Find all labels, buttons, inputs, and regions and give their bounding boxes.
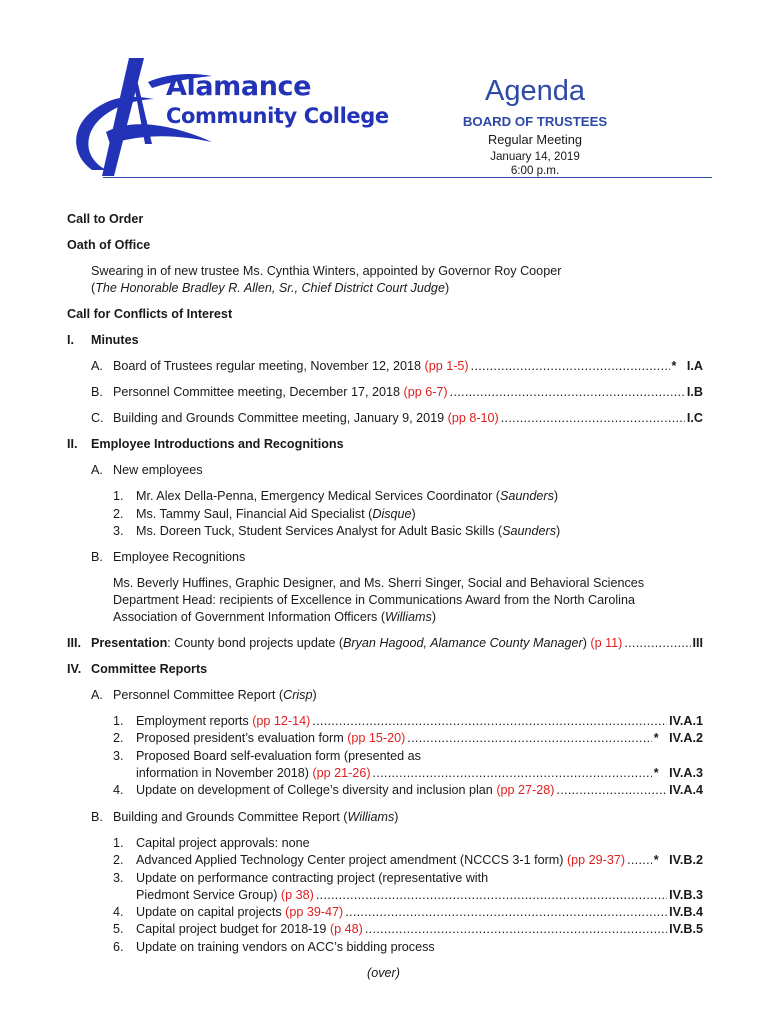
item-text: Board of Trustees regular meeting, November 12, 2018 [113, 359, 422, 373]
oath-heading: Oath of Office [67, 238, 151, 252]
item-text: Capital project approvals: none [136, 836, 310, 850]
subsection-letter: A. [91, 688, 103, 702]
presentation-heading: Presentation [91, 636, 168, 650]
item-reference: IV.A.4 [669, 783, 703, 797]
dot-leader [407, 730, 651, 746]
oath-judge-line [91, 280, 449, 296]
personnel-item [136, 730, 703, 746]
list-number: 3. [113, 749, 124, 763]
logo-wordmark-line2: Community College [166, 104, 389, 128]
dot-leader [365, 921, 667, 937]
list-item-person: Saunders [502, 524, 556, 538]
page-title: Agenda [485, 75, 585, 107]
oath-judge: The Honorable Bradley R. Allen, Sr., Chief District Court Judge [95, 281, 445, 295]
item-reference: * IV.A.3 [653, 766, 703, 780]
item-letter: A. [91, 359, 103, 373]
list-item-person: Saunders [499, 489, 554, 503]
recognition-text: Ms. Beverly Huffines, Graphic Designer, and Ms. Sherri Singer, Social and Behavioral Sciences [113, 576, 645, 590]
item-text: Piedmont Service Group) [136, 888, 278, 902]
committee-reports-heading: Committee Reports [91, 662, 208, 676]
paren: ) [394, 810, 399, 824]
paren: ) [411, 507, 416, 521]
item-reference: * I.A [671, 359, 703, 373]
meeting-date: January 14, 2019 [490, 150, 580, 163]
presenter: Bryan Hagood, Alamance County Manager [343, 636, 583, 650]
page-reference: (pp 15-20) [347, 731, 406, 745]
recognition-text [113, 609, 436, 625]
item-text: Building and Grounds Committee meeting, January 9, 2019 [113, 411, 445, 425]
personnel-item [136, 782, 703, 798]
paren: ) [553, 489, 559, 503]
item-reference: IV.B.3 [669, 888, 703, 902]
personnel-item [136, 713, 703, 729]
item-text: Proposed Board self-evaluation form (presented as [136, 749, 421, 763]
new-employees-heading: New employees [113, 463, 203, 477]
report-chair: Crisp [283, 688, 313, 702]
section-number: II. [67, 437, 78, 451]
board-heading: BOARD OF TRUSTEES [462, 114, 608, 129]
dot-leader [316, 887, 667, 903]
dot-leader [312, 713, 667, 729]
list-item [136, 523, 560, 539]
presentation-item [91, 635, 703, 651]
page-reference: (pp 21-26) [312, 766, 371, 780]
item-reference: IV.B.5 [669, 922, 703, 936]
subsection-letter: A. [91, 463, 103, 477]
page-reference: (p 38) [280, 888, 314, 902]
list-item-text: Ms. Doreen Tuck, Student Services Analyst for Adult Basic Skills ( [136, 524, 503, 538]
item-text: Employment reports [136, 714, 249, 728]
minutes-heading: Minutes [91, 333, 139, 347]
minutes-item [91, 384, 703, 400]
item-reference: * IV.B.2 [653, 853, 703, 867]
recognition-person: Williams [385, 610, 432, 624]
header-divider [103, 177, 712, 178]
list-item-person: Disque [372, 507, 412, 521]
report-chair: Williams [347, 810, 395, 824]
dot-leader [556, 782, 667, 798]
personnel-report-heading [113, 687, 317, 703]
list-number: 1. [113, 836, 124, 850]
page-reference: (pp 27-28) [496, 783, 555, 797]
list-number: 1. [113, 489, 124, 503]
list-number: 2. [113, 507, 124, 521]
list-number: 1. [113, 714, 124, 728]
dot-leader [501, 410, 685, 426]
item-reference: I.C [686, 411, 703, 425]
page-reference: (pp 12-14) [252, 714, 311, 728]
paren: ) [431, 610, 437, 624]
recognition-text-part: Association of Government Information Officers ( [113, 610, 386, 624]
oath-text: Swearing in of new trustee Ms. Cynthia Winters, appointed by Governor Roy Cooper [91, 264, 562, 278]
dot-leader [450, 384, 685, 400]
list-number: 2. [113, 853, 124, 867]
list-number: 5. [113, 922, 124, 936]
page-reference: (pp 8-10) [447, 411, 499, 425]
page-reference: (pp 6-7) [403, 385, 448, 399]
item-reference: IV.B.4 [669, 905, 703, 919]
buildings-report-title: Building and Grounds Committee Report ( [113, 810, 348, 824]
dot-leader [345, 904, 667, 920]
list-number: 6. [113, 940, 124, 954]
list-number: 4. [113, 905, 124, 919]
item-text: Update on training vendors on ACC’s bidding process [136, 940, 435, 954]
call-to-order-heading: Call to Order [67, 212, 144, 226]
list-item [136, 506, 416, 522]
list-number: 3. [113, 524, 124, 538]
item-text: Personnel Committee meeting, December 17, 2018 [113, 385, 401, 399]
section-number: IV. [67, 662, 82, 676]
item-reference: III [692, 636, 703, 650]
subsection-letter: B. [91, 810, 103, 824]
item-text: Update on capital projects [136, 905, 282, 919]
dot-leader [471, 358, 670, 374]
dot-leader [627, 852, 652, 868]
item-reference: IV.A.1 [669, 714, 703, 728]
buildings-item [136, 852, 703, 868]
page-reference: (p 48) [329, 922, 363, 936]
item-letter: B. [91, 385, 103, 399]
list-item-text: Mr. Alex Della-Penna, Emergency Medical Services Coordinator ( [136, 489, 500, 503]
buildings-report-heading [113, 809, 398, 825]
recognitions-heading: Employee Recognitions [113, 550, 246, 564]
paren: ) [444, 281, 450, 295]
page-footer-over: (over) [367, 966, 400, 980]
item-text: Update on performance contracting project (representative with [136, 871, 489, 885]
list-number: 2. [113, 731, 124, 745]
meeting-type: Regular Meeting [488, 132, 582, 147]
personnel-item [136, 765, 703, 781]
section-number: I. [67, 333, 74, 347]
meeting-time: 6:00 p.m. [510, 164, 560, 177]
dot-leader [373, 765, 652, 781]
list-item-text: Ms. Tammy Saul, Financial Aid Specialist ( [136, 507, 373, 521]
item-text: information in November 2018) [136, 766, 309, 780]
buildings-item [136, 904, 703, 920]
item-reference: I.B [686, 385, 703, 399]
list-number: 3. [113, 871, 124, 885]
page-reference: (pp 1-5) [424, 359, 469, 373]
item-text: Update on development of College’s diversity and inclusion plan [136, 783, 493, 797]
presentation-text: : County bond projects update ( [167, 636, 344, 650]
paren: ) [312, 688, 317, 702]
list-number: 4. [113, 783, 124, 797]
buildings-item [136, 921, 703, 937]
logo-wordmark-line1: Alamance [166, 71, 312, 102]
page-reference: (p 11) [590, 636, 623, 650]
item-text: Advanced Applied Technology Center project amendment (NCCCS 3-1 form) [136, 853, 564, 867]
personnel-report-title: Personnel Committee Report ( [113, 688, 284, 702]
paren: ) [582, 636, 587, 650]
buildings-item [136, 887, 703, 903]
minutes-item [91, 358, 703, 374]
paren: ) [556, 524, 561, 538]
page-reference: (pp 39-47) [285, 905, 344, 919]
recognition-text: Department Head: recipients of Excellence in Communications Award from the North Carolina [113, 593, 635, 607]
subsection-letter: B. [91, 550, 103, 564]
item-text: Proposed president’s evaluation form [136, 731, 344, 745]
item-reference: * IV.A.2 [653, 731, 703, 745]
minutes-item [91, 410, 703, 426]
college-logo [62, 52, 389, 184]
employees-heading: Employee Introductions and Recognitions [91, 437, 344, 451]
dot-leader [624, 635, 690, 651]
item-text: Capital project budget for 2018-19 [136, 922, 327, 936]
paren: ( [91, 281, 96, 295]
section-number: III. [67, 636, 81, 650]
conflicts-heading: Call for Conflicts of Interest [67, 307, 233, 321]
item-letter: C. [91, 411, 104, 425]
page-reference: (pp 29-37) [566, 853, 626, 867]
list-item [136, 488, 558, 504]
